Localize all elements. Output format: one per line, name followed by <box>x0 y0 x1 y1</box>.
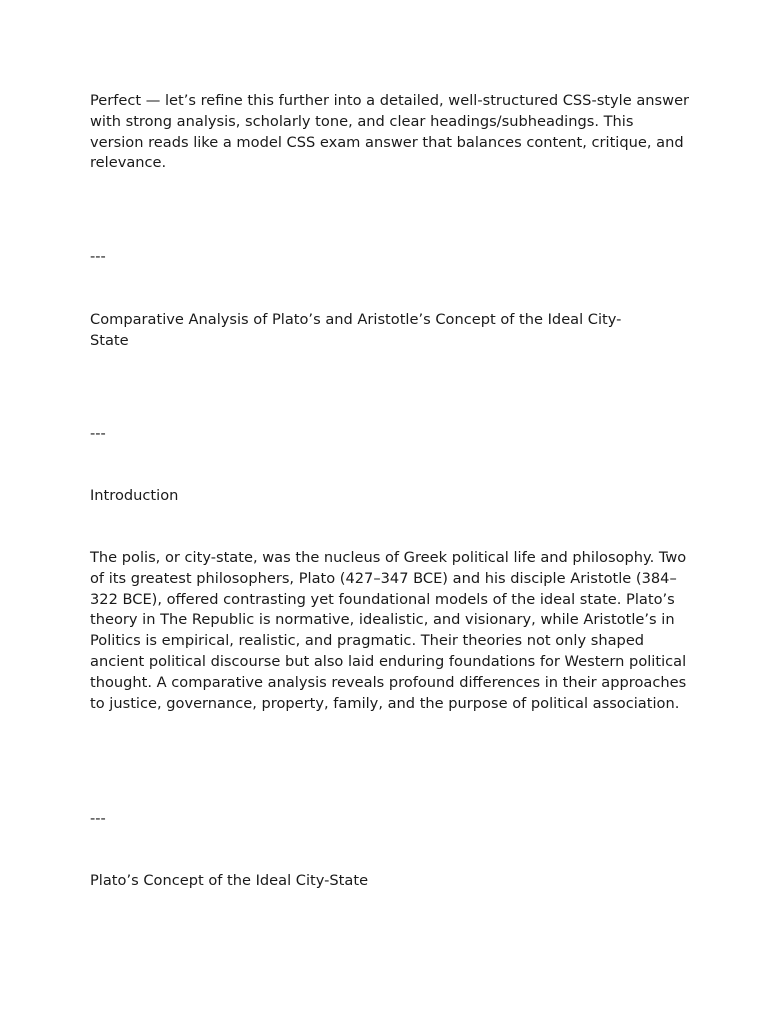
plato-section-heading: Plato’s Concept of the Ideal City-State <box>90 872 369 889</box>
document-title: Comparative Analysis of Plato’s and Aristotle’s Concept of the Ideal City-State <box>90 311 622 349</box>
section-separator: --- <box>90 248 106 265</box>
section-separator: --- <box>90 425 106 442</box>
introduction-body: The polis, or city-state, was the nucleus of Greek political life and philosophy. Two of its greatest philosophers, Plato (427–347 BCE) and his disciple Aristotle (384–322 BCE), offered contrasting yet foundational models of the ideal state. Plato’s theory in The Republic is normative, idealistic, and visionary, while Aristotle’s in Politics is empirical, realistic, and pragmatic. Their theories not only shaped ancient political discourse but also laid enduring foundations for Western political thought. A comparative analysis reveals profound differences in their approaches to justice, governance, property, family, and the purpose of political association. <box>90 549 687 712</box>
introduction-heading: Introduction <box>90 487 179 504</box>
intro-paragraph: Perfect — let’s refine this further into a detailed, well-structured CSS-style answer with strong analysis, scholarly tone, and clear headings/subheadings. This version reads like a model CSS exam answer that balances content, critique, and relevance. <box>90 92 690 172</box>
section-separator: --- <box>90 810 106 827</box>
